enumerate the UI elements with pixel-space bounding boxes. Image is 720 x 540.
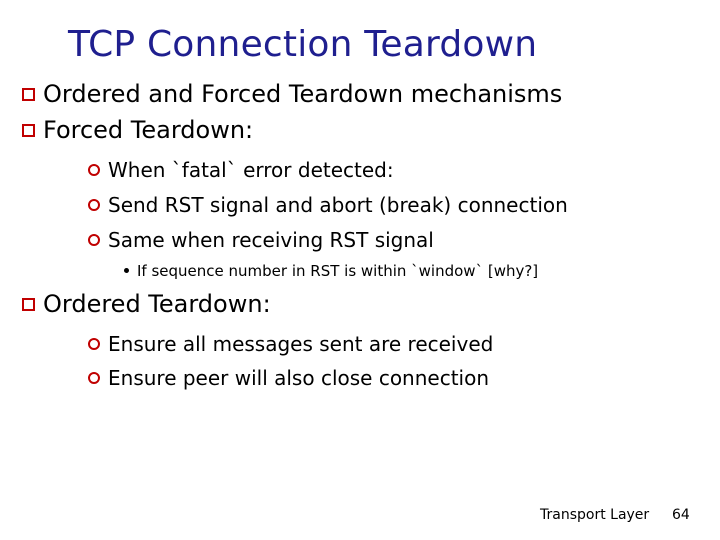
- circle-bullet-icon: [88, 164, 100, 176]
- circle-bullet-icon: [88, 372, 100, 384]
- bullet-text: Ordered and Forced Teardown mechanisms: [43, 80, 563, 108]
- bullet-text: Ordered Teardown:: [43, 290, 271, 318]
- footer-section-label: Transport Layer: [540, 507, 650, 523]
- dot-bullet-icon: [124, 268, 129, 273]
- bullet-text: Ensure peer will also close connection: [108, 366, 490, 390]
- bullet-text: Ensure all messages sent are received: [108, 332, 494, 356]
- bullet-text: Send RST signal and abort (break) connection: [108, 193, 568, 217]
- sub-bullet-item: [88, 366, 489, 390]
- sub-bullet-item: [88, 228, 434, 252]
- bullet-item: [22, 80, 562, 108]
- bullet-item: [22, 290, 271, 318]
- circle-bullet-icon: [88, 338, 100, 350]
- sub-bullet-item: [88, 158, 394, 182]
- sub-sub-bullet-item: [124, 262, 538, 280]
- sub-bullet-item: [88, 193, 568, 217]
- bullet-item: [22, 116, 253, 144]
- bullet-text: Forced Teardown:: [43, 116, 254, 144]
- square-bullet-icon: [22, 124, 35, 137]
- slide-title: TCP Connection Teardown: [68, 24, 538, 65]
- page-number: 64: [672, 507, 690, 523]
- square-bullet-icon: [22, 298, 35, 311]
- circle-bullet-icon: [88, 199, 100, 211]
- bullet-text: When `fatal` error detected:: [108, 158, 394, 182]
- circle-bullet-icon: [88, 234, 100, 246]
- bullet-text: If sequence number in RST is within `window` [why?]: [137, 262, 539, 280]
- bullet-text: Same when receiving RST signal: [108, 228, 434, 252]
- square-bullet-icon: [22, 88, 35, 101]
- sub-bullet-item: [88, 332, 493, 356]
